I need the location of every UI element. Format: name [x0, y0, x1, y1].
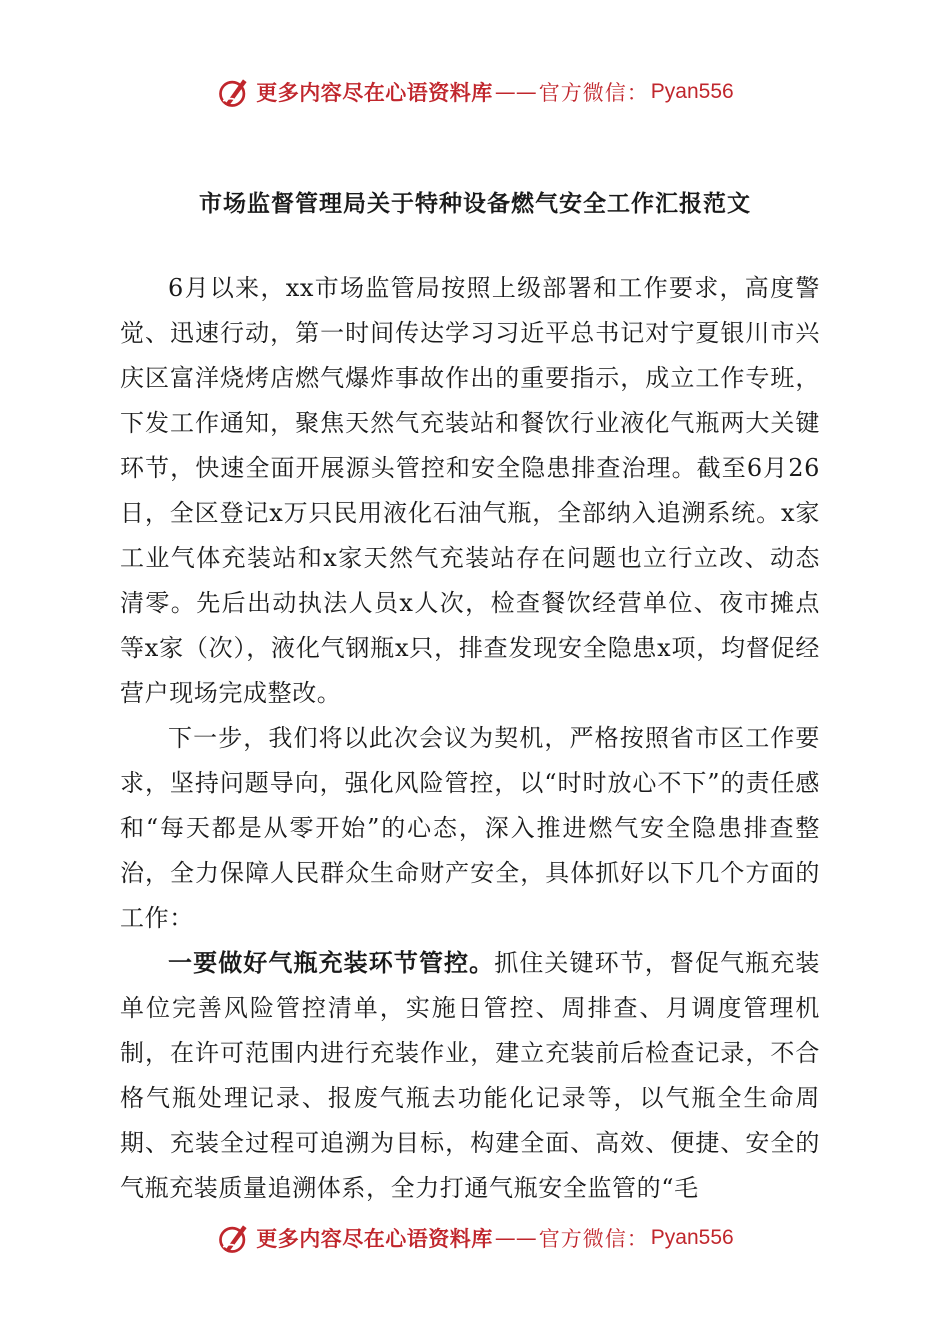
paragraph-next-steps: 下一步，我们将以此次会议为契机，严格按照省市区工作要求，坚持问题导向，强化风险管控，以“时时放心不下”的责任感和“每天都是从零开始”的心态，深入推进燃气安全隐患排查整治，全力保障人民群众生命财产安全，具体抓好以下几个方面的工作： — [120, 724, 820, 932]
document-title: 市场监督管理局关于特种设备燃气安全工作汇报范文 — [199, 191, 751, 217]
document-body — [120, 266, 820, 1211]
watermark-wechat-id: Pyan556 — [650, 80, 734, 103]
watermark-wechat-id: Pyan556 — [650, 1226, 734, 1249]
watermark-site-text: 更多内容尽在心语资料库 — [256, 81, 493, 105]
header-watermark-banner — [0, 68, 950, 116]
footer-watermark-banner — [0, 1214, 950, 1262]
paragraph-lead-heading: 一要做好气瓶充装环节管控。 — [168, 949, 495, 977]
paragraph-progress-report: 6月以来，xx市场监管局按照上级部署和工作要求，高度警觉、迅速行动，第一时间传达学习习近平总书记对宁夏银川市兴庆区富洋烧烤店燃气爆炸事故作出的重要指示，成立工作专班，下发工作通知，聚焦天然气充装站和餐饮行业液化气瓶两大关键环节，快速全面开展源头管控和安全隐患排查治理。截至6月26日，全区登记x万只民用液化石油气瓶，全部纳入追溯系统。x家工业气体充装站和x家天然气充装站存在问题也立行立改、动态清零。先后出动执法人员x人次，检查餐饮经营单位、夜市摊点等x家（次），液化气钢瓶x只，排查发现安全隐患x项，均督促经营户现场完成整改。 — [120, 274, 820, 707]
paragraph-cylinder-filling-control — [120, 941, 820, 1211]
watermark-wechat-label: 官方微信： — [538, 1227, 649, 1251]
quill-pen-logo-icon — [216, 1220, 252, 1256]
quill-pen-logo-icon — [216, 74, 252, 110]
watermark-wechat-label: 官方微信： — [538, 81, 649, 105]
watermark-site-text: 更多内容尽在心语资料库 — [256, 1227, 493, 1251]
watermark-dash: —— — [494, 1226, 537, 1250]
paragraph-body-text: 抓住关键环节，督促气瓶充装单位完善风险管控清单，实施日管控、周排查、月调度管理机制，在许可范围内进行充装作业，建立充装前后检查记录，不合格气瓶处理记录、报废气瓶去功能化记录等，以气瓶全生命周期、充装全过程可追溯为目标，构建全面、高效、便捷、安全的气瓶充装质量追溯体系，全力打通气瓶安全监管的“毛 — [120, 949, 820, 1202]
watermark-dash: —— — [494, 80, 537, 104]
